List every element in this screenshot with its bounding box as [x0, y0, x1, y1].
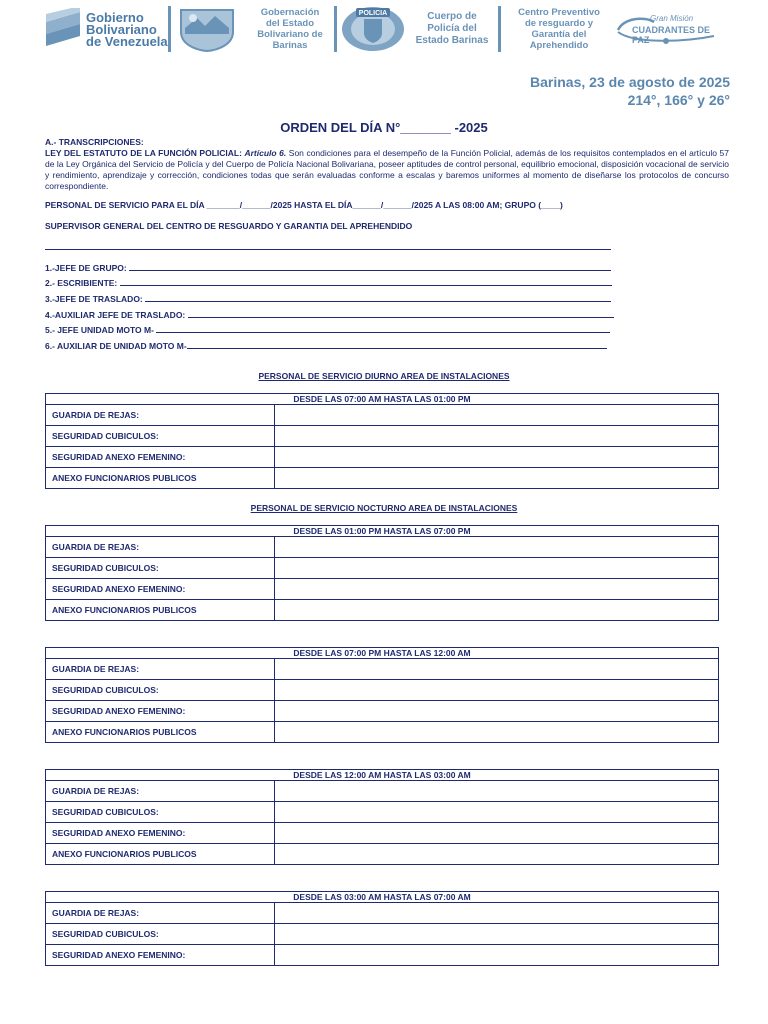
- shift-header-row: [46, 394, 719, 405]
- post-label: SEGURIDAD ANEXO FEMENINO:: [46, 945, 275, 966]
- divider: [498, 6, 501, 52]
- post-label: SEGURIDAD CUBICULOS:: [46, 802, 275, 823]
- assignment-cell[interactable]: [275, 781, 719, 802]
- cuadrantes-label: CUADRANTES DE PAZ: [632, 25, 711, 45]
- assignment-cell[interactable]: [275, 579, 719, 600]
- post-label: SEGURIDAD ANEXO FEMENINO:: [46, 823, 275, 844]
- role-escribiente[interactable]: [45, 277, 612, 288]
- assignment-cell[interactable]: [275, 558, 719, 579]
- role-jefe-unidad-moto[interactable]: [45, 324, 610, 335]
- table-row: [46, 468, 719, 489]
- table-row: [46, 426, 719, 447]
- shift-table: [45, 525, 719, 621]
- section-nocturno-title: PERSONAL DE SERVICIO NOCTURNO AREA DE INSTALACIONES: [250, 503, 518, 513]
- divider: [334, 6, 337, 52]
- table-row: [46, 537, 719, 558]
- supervisor-label: SUPERVISOR GENERAL DEL CENTRO DE RESGUARDO Y GARANTIA DEL APREHENDIDO: [45, 221, 413, 231]
- gobierno-line-2: Bolivariano: [86, 22, 157, 37]
- assignment-cell[interactable]: [275, 468, 719, 489]
- post-label: ANEXO FUNCIONARIOS PUBLICOS: [46, 844, 275, 865]
- post-label: ANEXO FUNCIONARIOS PUBLICOS: [46, 722, 275, 743]
- shift-header-row: [46, 648, 719, 659]
- shift-table: [45, 891, 719, 966]
- table-row: [46, 680, 719, 701]
- section-diurno-title: PERSONAL DE SERVICIO DIURNO AREA DE INSTALACIONES: [258, 371, 510, 381]
- table-row: [46, 701, 719, 722]
- centro-line-3: Garantía del: [531, 29, 587, 40]
- table-row: [46, 558, 719, 579]
- document-date: Barinas, 23 de agosto de 2025: [530, 74, 730, 90]
- post-label: GUARDIA DE REJAS:: [46, 781, 275, 802]
- cuerpo-line-3: Estado Barinas: [415, 35, 489, 46]
- assignment-cell[interactable]: [275, 945, 719, 966]
- assignment-cell[interactable]: [275, 405, 719, 426]
- table-row: [46, 823, 719, 844]
- gobernacion-text: [248, 6, 332, 52]
- table-row: [46, 924, 719, 945]
- role-auxiliar-unidad-moto[interactable]: [45, 340, 607, 351]
- page-title: ORDEN DEL DÍA N°_______ -2025: [280, 120, 488, 135]
- post-label: SEGURIDAD CUBICULOS:: [46, 558, 275, 579]
- post-label: SEGURIDAD ANEXO FEMENINO:: [46, 701, 275, 722]
- post-label: GUARDIA DE REJAS:: [46, 659, 275, 680]
- assignment-cell[interactable]: [275, 924, 719, 945]
- centro-line-2: de resguardo y: [524, 18, 594, 29]
- role-label: 4.-AUXILIAR JEFE DE TRASLADO:: [45, 310, 186, 320]
- table-row: [46, 945, 719, 966]
- transcripciones-section: [45, 137, 729, 192]
- letterhead: [0, 0, 768, 58]
- table-row: [46, 781, 719, 802]
- assignment-cell[interactable]: [275, 903, 719, 924]
- assignment-cell[interactable]: [275, 447, 719, 468]
- table-row: [46, 802, 719, 823]
- role-label: 2.- ESCRIBIENTE:: [45, 278, 118, 288]
- post-label: GUARDIA DE REJAS:: [46, 903, 275, 924]
- police-badge-icon: [340, 5, 406, 53]
- post-label: GUARDIA DE REJAS:: [46, 405, 275, 426]
- transcripciones-paragraph: [45, 148, 729, 192]
- table-row: [46, 659, 719, 680]
- table-row: [46, 405, 719, 426]
- article-text: Son condiciones para el desempeño de la Función Policial, además de los requisitos contemplados en el artículo 57 de la Ley Orgánica del Servicio de Policía y del Cuerpo de Policía Nacional Bolivariana, poseer aptitudes de control personal, equilibrio emocional, disposición vocacional de servicio y rendimiento, aprendizaje y corrección, condiciones todas que serán evaluadas conforme a escalas y baremos uniformes al momento de diseñarse los protocolos de concurso correspondiente.: [45, 148, 729, 191]
- table-row: [46, 903, 719, 924]
- role-label: 5.- JEFE UNIDAD MOTO M-: [45, 325, 154, 335]
- post-label: GUARDIA DE REJAS:: [46, 537, 275, 558]
- assignment-cell[interactable]: [275, 844, 719, 865]
- shift-header-row: [46, 770, 719, 781]
- role-jefe-traslado[interactable]: [45, 293, 611, 304]
- gobierno-text: [86, 12, 168, 48]
- shift-table: [45, 647, 719, 743]
- table-row: [46, 600, 719, 621]
- transcripciones-heading: A.- TRANSCRIPCIONES:: [45, 137, 144, 147]
- table-row: [46, 579, 719, 600]
- cuerpo-text: [408, 6, 496, 52]
- assignment-cell[interactable]: [275, 722, 719, 743]
- assignment-cell[interactable]: [275, 426, 719, 447]
- gobierno-line-3: de Venezuela: [86, 34, 168, 49]
- cuerpo-line-2: Policía del: [427, 23, 477, 34]
- gran-mision-label: Gran Misión: [650, 14, 694, 23]
- gobernacion-line-1: Gobernación: [260, 7, 320, 18]
- role-jefe-grupo[interactable]: [45, 262, 611, 273]
- shift-time-header: DESDE LAS 01:00 PM HASTA LAS 07:00 PM: [46, 526, 719, 537]
- shift-time-header: DESDE LAS 07:00 AM HASTA LAS 01:00 PM: [46, 394, 719, 405]
- personal-servicio-line: PERSONAL DE SERVICIO PARA EL DÍA _______/______/2025 HASTA EL DÍA______/______/2025 A LAS 08:00 AM; GRUPO (____): [45, 200, 563, 210]
- post-label: SEGURIDAD ANEXO FEMENINO:: [46, 447, 275, 468]
- shift-time-header: DESDE LAS 03:00 AM HASTA LAS 07:00 AM: [46, 892, 719, 903]
- cuadrantes-de-paz-logo: [614, 10, 726, 50]
- assignment-cell[interactable]: [275, 802, 719, 823]
- assignment-cell[interactable]: [275, 659, 719, 680]
- centro-line-4: Aprehendido: [529, 40, 589, 51]
- gobierno-line-1: Gobierno: [86, 10, 144, 25]
- gobernacion-line-4: Barinas: [272, 40, 308, 51]
- shift-time-header: DESDE LAS 12:00 AM HASTA LAS 03:00 AM: [46, 770, 719, 781]
- assignment-cell[interactable]: [275, 537, 719, 558]
- centro-text: [504, 6, 614, 52]
- role-label: 1.-JEFE DE GRUPO:: [45, 263, 127, 273]
- supervisor-blank[interactable]: [45, 241, 611, 252]
- assignment-cell[interactable]: [275, 680, 719, 701]
- law-title: LEY DEL ESTATUTO DE LA FUNCIÓN POLICIAL:: [45, 148, 242, 158]
- table-row: [46, 844, 719, 865]
- role-auxiliar-jefe-traslado[interactable]: [45, 309, 614, 320]
- barinas-shield-icon: [175, 6, 239, 52]
- shift-table: [45, 393, 719, 489]
- post-label: SEGURIDAD ANEXO FEMENINO:: [46, 579, 275, 600]
- anniversary-degrees: 214°, 166° y 26°: [627, 92, 730, 108]
- divider: [168, 6, 171, 52]
- post-label: SEGURIDAD CUBICULOS:: [46, 924, 275, 945]
- cuerpo-line-1: Cuerpo de: [427, 11, 477, 22]
- post-label: SEGURIDAD CUBICULOS:: [46, 680, 275, 701]
- role-label: 3.-JEFE DE TRASLADO:: [45, 294, 143, 304]
- table-row: [46, 722, 719, 743]
- shift-header-row: [46, 892, 719, 903]
- post-label: ANEXO FUNCIONARIOS PUBLICOS: [46, 600, 275, 621]
- shift-header-row: [46, 526, 719, 537]
- centro-line-1: Centro Preventivo: [518, 7, 600, 18]
- assignment-cell[interactable]: [275, 600, 719, 621]
- shift-time-header: DESDE LAS 07:00 PM HASTA LAS 12:00 AM: [46, 648, 719, 659]
- assignment-cell[interactable]: [275, 701, 719, 722]
- venezuela-flag-logo: [44, 8, 84, 48]
- shift-table: [45, 769, 719, 865]
- gobernacion-line-2: del Estado: [265, 18, 315, 29]
- assignment-cell[interactable]: [275, 823, 719, 844]
- post-label: ANEXO FUNCIONARIOS PUBLICOS: [46, 468, 275, 489]
- gobernacion-line-3: Bolivariano de: [257, 29, 323, 40]
- table-row: [46, 447, 719, 468]
- post-label: SEGURIDAD CUBICULOS:: [46, 426, 275, 447]
- policia-badge-label: POLICIA: [358, 10, 388, 17]
- role-label: 6.- AUXILIAR DE UNIDAD MOTO M-: [45, 341, 187, 351]
- article-ref: Artículo 6.: [244, 148, 287, 158]
